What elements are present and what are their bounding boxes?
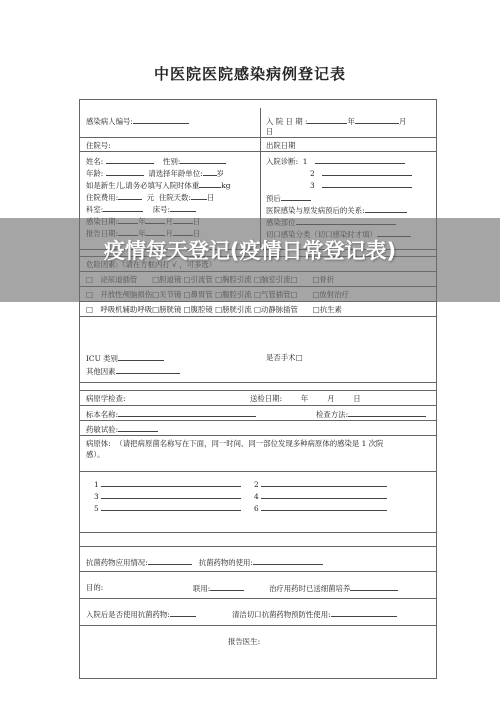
combo-label: 联用:	[193, 584, 211, 593]
row-divider	[80, 316, 436, 317]
method-label: 检查方法:	[316, 410, 349, 419]
pathogen-note: （请把病原菌名称写在下面，同一时间、同一部位发现多种病原体的感染是 1 次院	[115, 439, 384, 448]
name-field[interactable]	[106, 155, 154, 164]
pathogen-row	[86, 438, 383, 449]
other-factor-field[interactable]	[116, 365, 180, 374]
dept-row	[86, 203, 196, 215]
specimen-label: 标本名称:	[86, 410, 119, 419]
incision-label: 清洁切口抗菌药物预防性使用:	[232, 610, 331, 619]
row-divider	[80, 151, 436, 152]
culture-field[interactable]	[350, 582, 398, 591]
newborn-label: 如是新生儿,请务必填写入院时体重	[86, 181, 200, 190]
outcome-field[interactable]	[281, 192, 311, 201]
row-divider	[80, 625, 436, 626]
outcome-row	[266, 192, 311, 204]
patient-no-label: 感染病人编号:	[86, 117, 133, 126]
drug-test-label: 药敏试验:	[86, 425, 119, 434]
pathogen-entry-5	[94, 502, 241, 514]
pathogen-number: 6	[254, 504, 259, 513]
day-label: 日	[206, 193, 215, 202]
pathogen-number: 4	[254, 492, 259, 501]
admit-date-row	[266, 115, 406, 127]
admit-month-field[interactable]	[355, 115, 399, 124]
admit-date-label: 入 院 日 期 :	[266, 117, 308, 126]
dept-label: 科室:	[86, 205, 104, 214]
pathogen-2-field[interactable]	[261, 478, 387, 487]
diagnosis-1-field[interactable]	[315, 155, 405, 164]
pathogen-number: 1	[94, 480, 99, 489]
diagnosis-number: 3	[310, 181, 315, 190]
pathogen-1-field[interactable]	[101, 478, 241, 487]
row-divider	[80, 471, 436, 472]
sex-field[interactable]	[180, 155, 226, 164]
antibiotic-use-field[interactable]	[253, 556, 323, 565]
name-row	[86, 155, 226, 167]
age-row	[86, 167, 224, 179]
month-label: 月	[327, 394, 335, 403]
pathogen-entry-1	[94, 478, 241, 490]
weight-field[interactable]	[199, 179, 221, 188]
relation-row	[266, 204, 407, 216]
combo-field[interactable]	[210, 582, 244, 591]
cost-field[interactable]	[118, 191, 142, 200]
row-divider	[80, 435, 436, 436]
diagnosis-row-2	[310, 167, 412, 179]
incision-field[interactable]	[331, 608, 397, 617]
day-label: 日	[353, 394, 361, 403]
month-label: 月	[398, 117, 407, 126]
relation-label: 医院感染与原发病预后的关系:	[266, 206, 365, 215]
section-divider	[80, 532, 436, 533]
pathogen-number: 5	[94, 504, 99, 513]
method-row	[316, 408, 426, 420]
preop-field[interactable]	[170, 608, 196, 617]
bed-no-label: 住院号:	[86, 141, 111, 150]
pathogen-6-field[interactable]	[261, 502, 387, 511]
preop-row	[86, 608, 196, 620]
year-label: 年	[300, 394, 309, 403]
form-title: 中医院医院感染病例登记表	[153, 65, 346, 83]
diagnosis-label: 入院诊断:	[266, 157, 299, 166]
row-divider	[80, 137, 436, 138]
drug-test-field[interactable]	[118, 423, 158, 432]
dept-field[interactable]	[103, 203, 143, 212]
send-date-row	[250, 393, 361, 404]
culture-label: 治疗用药时已送细菌培养	[269, 584, 351, 593]
pathology-label: 病原学检查:	[86, 394, 126, 403]
purpose-label: 目的:	[86, 583, 104, 592]
name-label: 姓名:	[86, 157, 104, 166]
year-label: 年	[347, 117, 355, 126]
other-factor-label: 其他因素	[86, 367, 116, 376]
doctor-label: 报告医生:	[228, 637, 261, 646]
yuan-label: 元	[146, 193, 155, 202]
pathogen-number: 2	[254, 480, 259, 489]
outcome-label: 预后	[266, 194, 281, 203]
icu-row	[86, 352, 164, 364]
section-divider	[80, 546, 436, 547]
days-label: 住院天数:	[158, 193, 191, 202]
specimen-field[interactable]	[118, 408, 256, 417]
age-field[interactable]	[106, 167, 144, 176]
row-divider	[80, 405, 436, 406]
culture-row	[269, 582, 398, 594]
age-unit-hint: 请选择年龄单位:	[148, 169, 203, 178]
row-divider	[80, 598, 436, 599]
admit-day-label: 日	[266, 127, 274, 136]
patient-no-field[interactable]	[133, 115, 189, 124]
days-field[interactable]	[191, 191, 207, 200]
patient-no-row	[86, 115, 189, 127]
antibiotic-row	[86, 556, 323, 568]
row-divider	[80, 420, 436, 421]
surgery-checkbox[interactable]: 是否手术□	[266, 353, 303, 362]
bed-field[interactable]	[170, 203, 196, 212]
registration-form	[79, 99, 437, 679]
icu-field[interactable]	[118, 352, 164, 361]
section-divider	[80, 390, 436, 391]
antibiotic-use-label: 抗菌药物的使用:	[198, 558, 253, 567]
combo-row	[193, 582, 244, 594]
specimen-row	[86, 408, 256, 420]
preop-label: 入院后是否使用抗菌药物:	[86, 610, 170, 619]
incision-row	[232, 608, 397, 620]
pathogen-3-field[interactable]	[101, 490, 241, 499]
banner-title: 疫情每天登记(疫情日常登记表)	[103, 239, 397, 263]
pathogen-label: 病原体:	[86, 439, 111, 448]
pathogen-number: 3	[94, 492, 99, 501]
pathogen-5-field[interactable]	[101, 502, 241, 511]
icu-label: ICU 类别	[86, 354, 118, 363]
diagnosis-row-3	[310, 179, 412, 191]
pathogen-entry-3	[94, 490, 241, 502]
pathogen-entry-2	[254, 478, 387, 490]
drug-test-row	[86, 423, 158, 435]
diagnosis-3-field[interactable]	[322, 179, 412, 188]
row-divider	[80, 571, 436, 572]
diagnosis-row	[266, 155, 405, 167]
pathogen-entry-4	[254, 490, 387, 502]
kg-label: kg	[221, 181, 231, 190]
diagnosis-2-field[interactable]	[322, 167, 412, 176]
newborn-row	[86, 179, 230, 191]
method-field[interactable]	[348, 408, 426, 417]
diagnosis-number: 2	[310, 169, 315, 178]
bed-label: 床号:	[152, 205, 170, 214]
sex-label: 性别:	[163, 157, 181, 166]
age-unit-label: 岁	[216, 169, 224, 178]
pathogen-4-field[interactable]	[261, 490, 387, 499]
antibiotic-field[interactable]	[148, 556, 192, 565]
antibiotic-label: 抗菌药物应用情况:	[86, 558, 148, 567]
other-factor-row	[86, 365, 180, 377]
pathogen-note-cont: 感）。	[86, 450, 105, 459]
age-label: 年龄:	[86, 169, 104, 178]
admit-year-field[interactable]	[307, 115, 347, 124]
relation-field[interactable]	[365, 204, 407, 213]
discharge-date-label: 出院日期	[266, 141, 296, 150]
risk-options-3[interactable]: □ 呼吸机辅助呼吸□膀胱镜 □腹腔镜 □膀胱引流 □动静脉插管 □抗生素	[86, 305, 342, 314]
pathogen-entry-6	[254, 502, 387, 514]
section-divider	[80, 382, 436, 383]
diagnosis-number: 1	[302, 157, 308, 166]
send-date-label: 送检日期:	[250, 394, 283, 403]
cost-row	[86, 191, 214, 203]
cost-label: 住院费用:	[86, 193, 119, 202]
age-unit-field[interactable]	[203, 167, 217, 176]
